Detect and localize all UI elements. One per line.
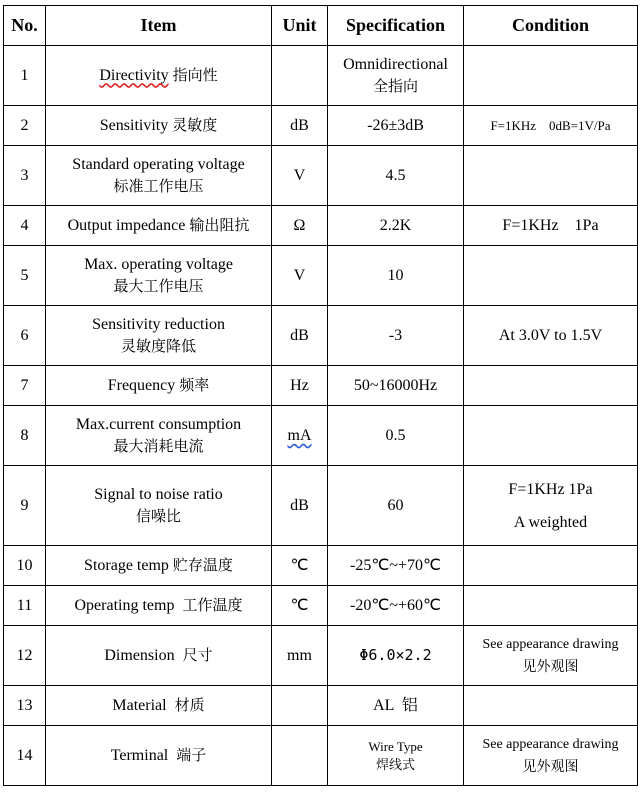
condition-line: See appearance drawing bbox=[482, 636, 619, 652]
row-item bbox=[46, 46, 272, 106]
table-row bbox=[4, 726, 638, 786]
row-item bbox=[46, 626, 272, 686]
spec-value-zh: 焊线式 bbox=[375, 756, 415, 772]
row-item bbox=[46, 146, 272, 206]
item-en: Storage temp bbox=[84, 556, 169, 574]
header-spec: Specification bbox=[328, 6, 464, 46]
row-condition bbox=[464, 46, 638, 106]
row-item bbox=[46, 306, 272, 366]
row-condition bbox=[464, 246, 638, 306]
row-no: 10 bbox=[4, 546, 46, 586]
row-condition bbox=[464, 726, 638, 786]
row-item bbox=[46, 586, 272, 626]
row-no: 3 bbox=[4, 146, 46, 206]
item-zh: 贮存温度 bbox=[172, 557, 233, 574]
row-no: 2 bbox=[4, 106, 46, 146]
row-spec: Φ6.0×2.2 bbox=[328, 626, 464, 686]
row-no: 4 bbox=[4, 206, 46, 246]
table-row bbox=[4, 206, 638, 246]
condition-line-2: 见外观图 bbox=[522, 759, 579, 775]
table-row bbox=[4, 306, 638, 366]
spec-value: Wire Type bbox=[368, 738, 423, 754]
table-row bbox=[4, 626, 638, 686]
row-item bbox=[46, 406, 272, 466]
row-unit bbox=[272, 406, 328, 466]
row-spec: 60 bbox=[328, 466, 464, 546]
row-condition bbox=[464, 626, 638, 686]
item-zh: 最大工作电压 bbox=[113, 278, 204, 295]
row-no: 12 bbox=[4, 626, 46, 686]
row-unit bbox=[272, 726, 328, 786]
item-en: Operating temp bbox=[74, 596, 175, 614]
table-row bbox=[4, 106, 638, 146]
header-unit: Unit bbox=[272, 6, 328, 46]
row-item bbox=[46, 546, 272, 586]
item-zh: 输出阻抗 bbox=[189, 217, 250, 234]
item-en: Max. operating voltage bbox=[84, 255, 233, 273]
row-condition bbox=[464, 586, 638, 626]
item-en: Signal to noise ratio bbox=[94, 485, 223, 503]
row-item bbox=[46, 466, 272, 546]
table-row bbox=[4, 686, 638, 726]
condition-line: F=1KHz 1Pa bbox=[508, 480, 593, 498]
row-no: 1 bbox=[4, 46, 46, 106]
row-spec: 2.2K bbox=[328, 206, 464, 246]
header-item: Item bbox=[46, 6, 272, 46]
row-item bbox=[46, 726, 272, 786]
header-no: No. bbox=[4, 6, 46, 46]
table-row bbox=[4, 46, 638, 106]
item-zh: 尺寸 bbox=[182, 647, 213, 664]
item-en: Directivity bbox=[99, 66, 169, 84]
item-en: Dimension bbox=[104, 646, 175, 664]
item-zh: 标准工作电压 bbox=[113, 178, 204, 195]
item-zh: 灵敏度降低 bbox=[120, 338, 196, 355]
row-unit: ℃ bbox=[272, 546, 328, 586]
table-row bbox=[4, 466, 638, 546]
row-spec: 0.5 bbox=[328, 406, 464, 466]
row-unit: ℃ bbox=[272, 586, 328, 626]
row-spec: 50~16000Hz bbox=[328, 366, 464, 406]
item-en: Sensitivity bbox=[99, 116, 169, 134]
row-item bbox=[46, 206, 272, 246]
row-condition: At 3.0V to 1.5V bbox=[464, 306, 638, 366]
row-spec: 10 bbox=[328, 246, 464, 306]
table-row bbox=[4, 586, 638, 626]
row-condition bbox=[464, 546, 638, 586]
item-zh: 工作温度 bbox=[182, 597, 243, 614]
row-no: 9 bbox=[4, 466, 46, 546]
row-unit: dB bbox=[272, 466, 328, 546]
row-no: 6 bbox=[4, 306, 46, 366]
row-unit: Ω bbox=[272, 206, 328, 246]
row-spec: -25℃~+70℃ bbox=[328, 546, 464, 586]
row-unit bbox=[272, 686, 328, 726]
row-no: 11 bbox=[4, 586, 46, 626]
row-spec: -20℃~+60℃ bbox=[328, 586, 464, 626]
row-condition: F=1KHz 0dB=1V/Pa bbox=[464, 106, 638, 146]
item-en: Terminal bbox=[110, 746, 169, 764]
row-no: 13 bbox=[4, 686, 46, 726]
item-en: Sensitivity reduction bbox=[92, 315, 225, 333]
row-unit: V bbox=[272, 146, 328, 206]
item-zh: 频率 bbox=[179, 377, 210, 394]
row-no: 8 bbox=[4, 406, 46, 466]
row-spec bbox=[328, 726, 464, 786]
row-item bbox=[46, 106, 272, 146]
spec-value: Omnidirectional bbox=[343, 55, 448, 73]
row-item bbox=[46, 366, 272, 406]
row-no: 14 bbox=[4, 726, 46, 786]
condition-line-2: 见外观图 bbox=[522, 659, 579, 675]
header-condition: Condition bbox=[464, 6, 638, 46]
row-unit: dB bbox=[272, 106, 328, 146]
table-row bbox=[4, 406, 638, 466]
row-unit bbox=[272, 46, 328, 106]
header-row bbox=[4, 6, 638, 46]
row-unit: dB bbox=[272, 306, 328, 366]
row-item bbox=[46, 686, 272, 726]
table-row bbox=[4, 246, 638, 306]
item-en: Standard operating voltage bbox=[72, 155, 245, 173]
row-spec: AL 铝 bbox=[328, 686, 464, 726]
condition-line: See appearance drawing bbox=[482, 736, 619, 752]
item-en: Output impedance bbox=[67, 216, 186, 234]
item-zh: 信噪比 bbox=[135, 508, 181, 525]
item-en: Material bbox=[112, 696, 167, 714]
row-condition bbox=[464, 146, 638, 206]
item-zh: 指向性 bbox=[172, 67, 218, 84]
row-condition bbox=[464, 686, 638, 726]
row-condition: F=1KHz 1Pa bbox=[464, 206, 638, 246]
table-row bbox=[4, 366, 638, 406]
row-condition bbox=[464, 406, 638, 466]
table-row bbox=[4, 546, 638, 586]
spec-value-zh: 全指向 bbox=[372, 78, 418, 95]
row-no: 5 bbox=[4, 246, 46, 306]
row-unit: Hz bbox=[272, 366, 328, 406]
row-condition bbox=[464, 366, 638, 406]
unit-value: mA bbox=[287, 427, 312, 444]
item-en: Max.current consumption bbox=[75, 415, 242, 433]
row-unit: mm bbox=[272, 626, 328, 686]
row-spec bbox=[328, 46, 464, 106]
row-spec: 4.5 bbox=[328, 146, 464, 206]
item-zh: 材质 bbox=[174, 697, 205, 714]
item-zh: 最大消耗电流 bbox=[113, 438, 204, 455]
row-item bbox=[46, 246, 272, 306]
item-zh: 端子 bbox=[176, 747, 207, 764]
item-zh: 灵敏度 bbox=[172, 117, 218, 134]
spec-table bbox=[3, 5, 638, 786]
item-en: Frequency bbox=[107, 376, 176, 394]
table-row bbox=[4, 146, 638, 206]
condition-line-2: A weighted bbox=[513, 513, 588, 531]
row-no: 7 bbox=[4, 366, 46, 406]
row-spec: -3 bbox=[328, 306, 464, 366]
row-condition bbox=[464, 466, 638, 546]
row-spec: -26±3dB bbox=[328, 106, 464, 146]
row-unit: V bbox=[272, 246, 328, 306]
